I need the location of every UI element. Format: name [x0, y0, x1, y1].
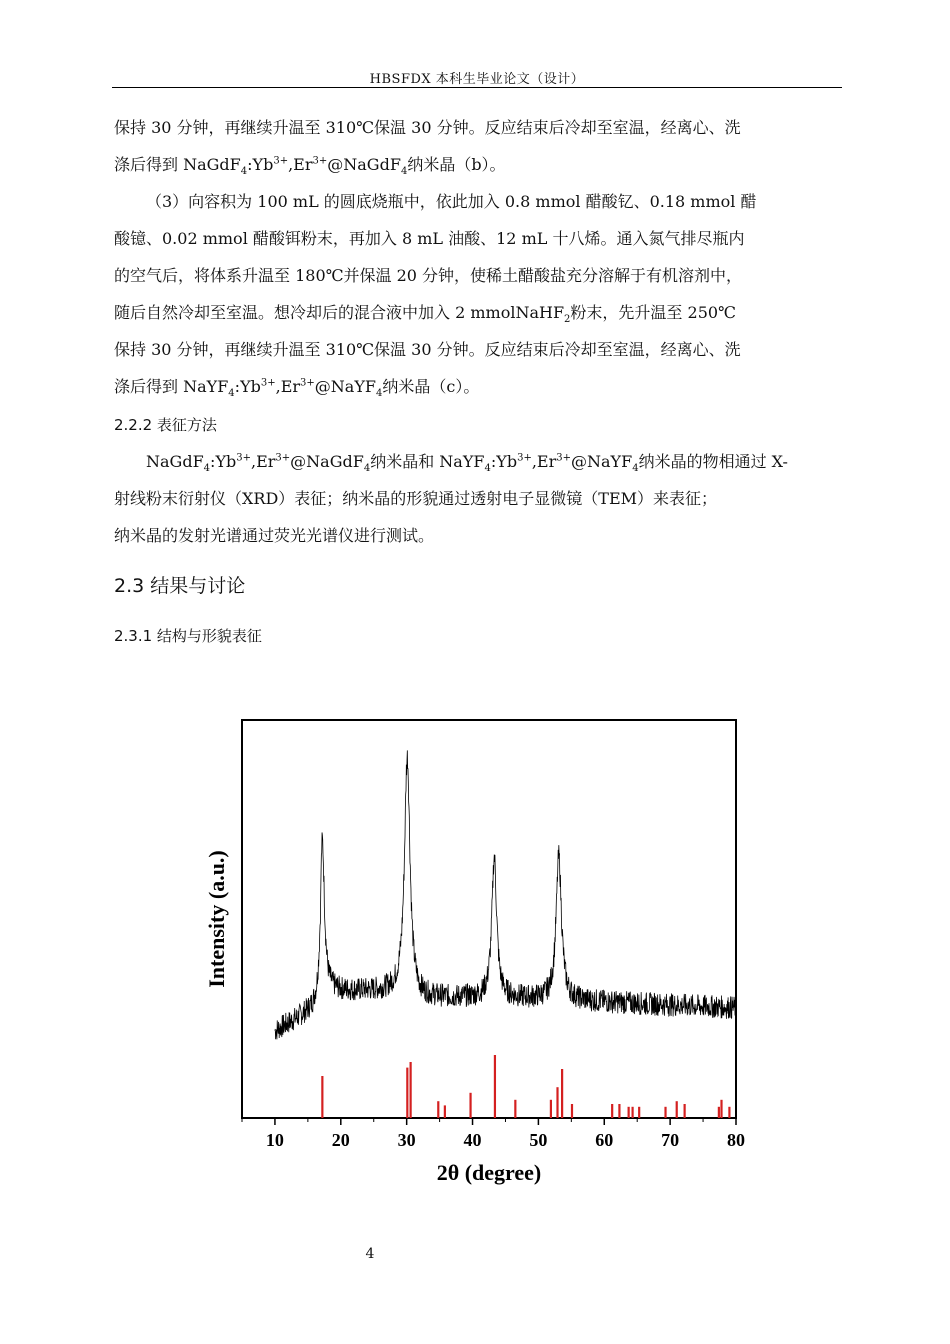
xrd-pattern-line [275, 750, 736, 1039]
paragraph-line: 射线粉末衍射仪（XRD）表征；纳米晶的形貌通过透射电子显微镜（TEM）来表征； [114, 489, 718, 508]
x-tick-label: 30 [397, 1130, 416, 1150]
paragraph-line [114, 294, 838, 331]
superscript: 3+ [260, 377, 276, 389]
subscript: 4 [228, 388, 235, 400]
x-tick-label: 60 [595, 1130, 614, 1150]
text-run: @NaGdF [290, 452, 364, 471]
text-run: @NaYF [571, 452, 633, 471]
text-run: 纳米晶（b）。 [407, 155, 506, 174]
superscript: 3+ [517, 452, 532, 464]
paragraph-line: 保持 30 分钟，再继续升温至 310℃保温 30 分钟。反应结束后冷却至室温，经离心、洗 [114, 118, 741, 137]
subscript: 4 [484, 463, 491, 475]
page-number: 4 [365, 1246, 375, 1262]
paragraph-1 [114, 109, 838, 183]
x-tick-label: 20 [331, 1130, 350, 1150]
x-tick-label: 70 [661, 1130, 680, 1150]
text-run: :Yb [210, 452, 237, 471]
text-run: 随后自然冷却至室温。想冷却后的混合液中加入 2 mmolNaHF [114, 303, 565, 322]
x-axis-label: 2θ (degree) [436, 1160, 542, 1185]
reference-lines [322, 1055, 729, 1118]
paragraph-line: （3）向容积为 100 mL 的圆底烧瓶中，依此加入 0.8 mmol 醋酸钇、0.18 mmol 醋 [146, 192, 757, 211]
xrd-figure [190, 700, 770, 1200]
subscript: 4 [400, 166, 408, 178]
subscript: 4 [376, 388, 383, 400]
text-run: 涤后得到 NaGdF [114, 155, 241, 174]
xrd-chart [190, 700, 770, 1200]
subscript: 4 [203, 463, 211, 475]
plot-frame [242, 720, 736, 1118]
superscript: 3+ [312, 155, 328, 167]
x-axis [242, 1118, 745, 1150]
page-header: HBSFDX 本科生毕业论文（设计） [369, 72, 585, 87]
text-run: @NaYF [314, 377, 376, 396]
superscript: 3+ [300, 377, 315, 389]
text-run: 纳米晶的物相通过 X- [638, 452, 788, 471]
text-run: :Yb [234, 377, 261, 396]
section-heading-2-3: 2.3 结果与讨论 [114, 575, 246, 597]
subscript: 4 [363, 463, 371, 475]
paragraph-3 [114, 443, 838, 554]
x-tick-label: 80 [727, 1130, 745, 1150]
text-run: 纳米晶（c）。 [382, 377, 480, 396]
text-run: 涤后得到 NaYF [114, 377, 229, 396]
subscript: 4 [240, 166, 248, 178]
text-run: :Yb [247, 155, 274, 174]
superscript: 3+ [556, 452, 572, 464]
text-run: ,Er [275, 377, 301, 396]
text-run: @NaGdF [327, 155, 401, 174]
text-run: :Yb [490, 452, 518, 471]
superscript: 3+ [275, 452, 291, 464]
paragraph-line [114, 146, 838, 183]
section-heading-2-3-1: 2.3.1 结构与形貌表征 [114, 627, 262, 645]
text-run: ,Er [531, 452, 557, 471]
paragraph-line [114, 443, 838, 480]
paragraph-line: 的空气后，将体系升温至 180℃并保温 20 分钟，使稀土醋酸盐充分溶解于有机溶剂中， [114, 266, 743, 285]
subscript: 2 [564, 314, 571, 326]
paragraph-line: 酸镱、0.02 mmol 醋酸铒粉末，再加入 8 mL 油酸、12 mL 十八烯。通入氮气排尽瓶内 [114, 229, 745, 248]
paragraph-line [114, 368, 838, 405]
text-run: 纳米晶和 NaYF [370, 452, 485, 471]
text-run: ,Er [251, 452, 276, 471]
x-tick-label: 40 [463, 1130, 482, 1150]
paragraph-line: 纳米晶的发射光谱通过荧光光谱仪进行测试。 [114, 526, 435, 545]
text-run: NaGdF [146, 452, 204, 471]
subscript: 4 [632, 463, 639, 475]
paragraph-2 [114, 183, 838, 405]
x-tick-label: 50 [529, 1130, 548, 1150]
header-rule [112, 87, 842, 88]
paragraph-line: 保持 30 分钟，再继续升温至 310℃保温 30 分钟。反应结束后冷却至室温，经离心、洗 [114, 340, 741, 359]
y-axis-label: Intensity (a.u.) [204, 850, 229, 988]
text-run: ,Er [288, 155, 313, 174]
section-heading-2-2-2: 2.2.2 表征方法 [114, 416, 217, 434]
text-run: 粉末，先升温至 250℃ [570, 303, 736, 322]
superscript: 3+ [273, 155, 289, 167]
superscript: 3+ [236, 452, 251, 464]
x-tick-label: 10 [265, 1130, 284, 1150]
